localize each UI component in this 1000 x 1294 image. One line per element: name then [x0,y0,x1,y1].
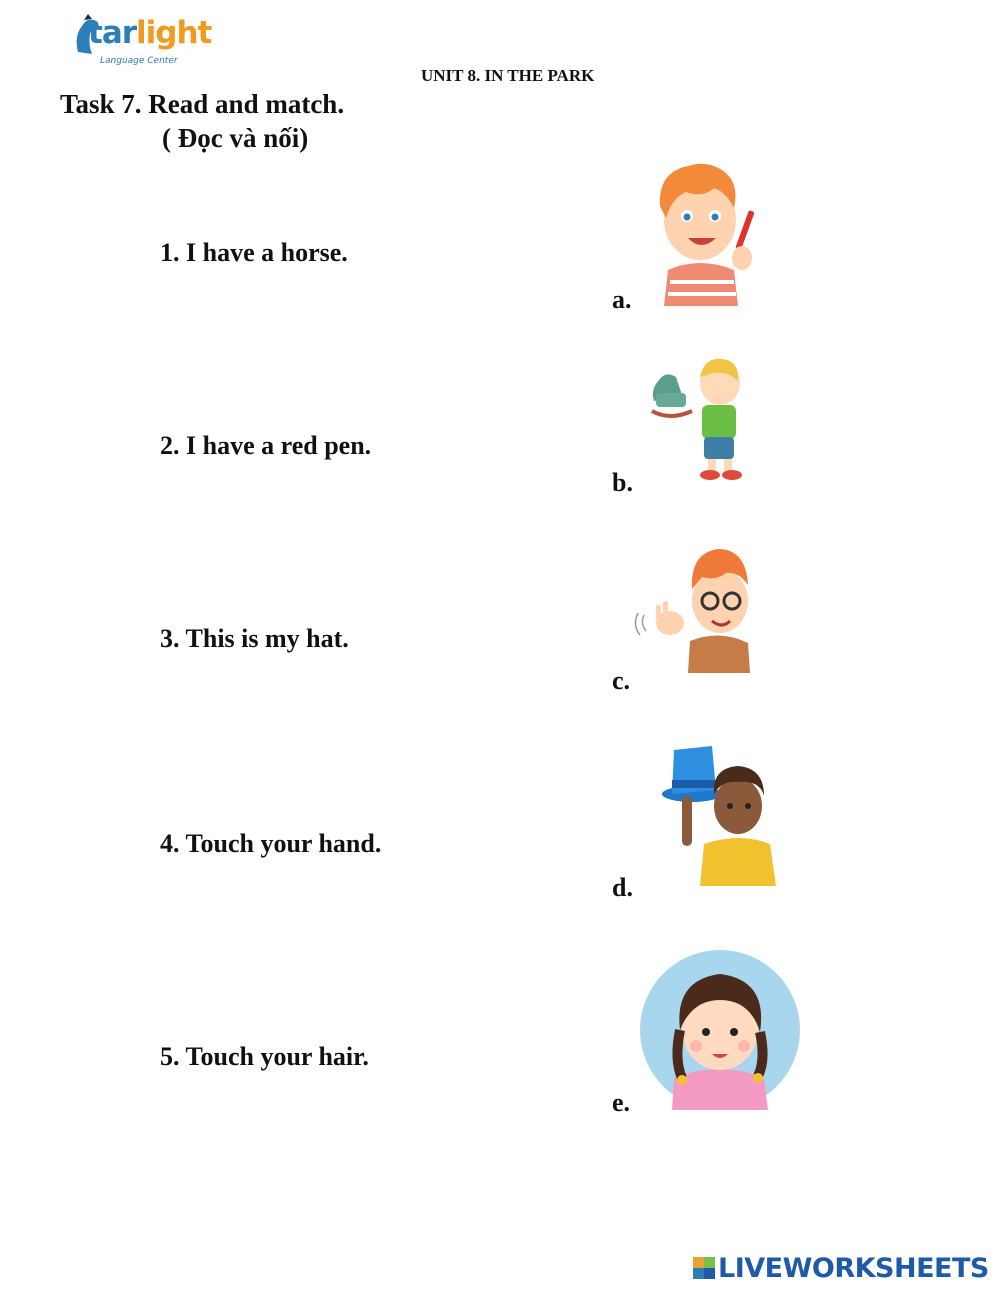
boy-with-toy-horse-icon [630,355,770,483]
unit-title: UNIT 8. IN THE PARK [421,66,595,85]
boy-waving-hand-icon [630,545,770,675]
task-title: Task 7. Read and match. [60,89,345,119]
sentence-3: 3. This is my hat. [160,624,349,653]
task-subtitle: ( Đọc và nối) [162,123,309,153]
logo-subtitle: Language Center [100,56,178,66]
logo-brand: tarlight [88,15,212,51]
option-letter-b: b. [612,468,633,497]
boy-with-hat-icon [630,740,790,890]
sentence-5: 5. Touch your hair. [160,1042,369,1071]
option-letter-d: d. [612,873,633,902]
liveworksheets-logo [693,1253,993,1285]
girl-touching-hair-icon [630,950,802,1110]
sentence-2: 2. I have a red pen. [160,431,372,460]
sentence-4: 4. Touch your hand. [160,829,382,858]
starlight-logo [72,12,212,74]
boy-with-red-pen-icon [630,158,770,306]
option-letter-e: e. [612,1088,631,1117]
liveworksheets-brand: LIVEWORKSHEETS [718,1253,989,1284]
option-letter-a: a. [612,285,632,314]
liveworksheets-icon [693,1257,715,1279]
sentence-1: 1. I have a horse. [160,238,348,267]
option-letter-c: c. [612,666,631,695]
